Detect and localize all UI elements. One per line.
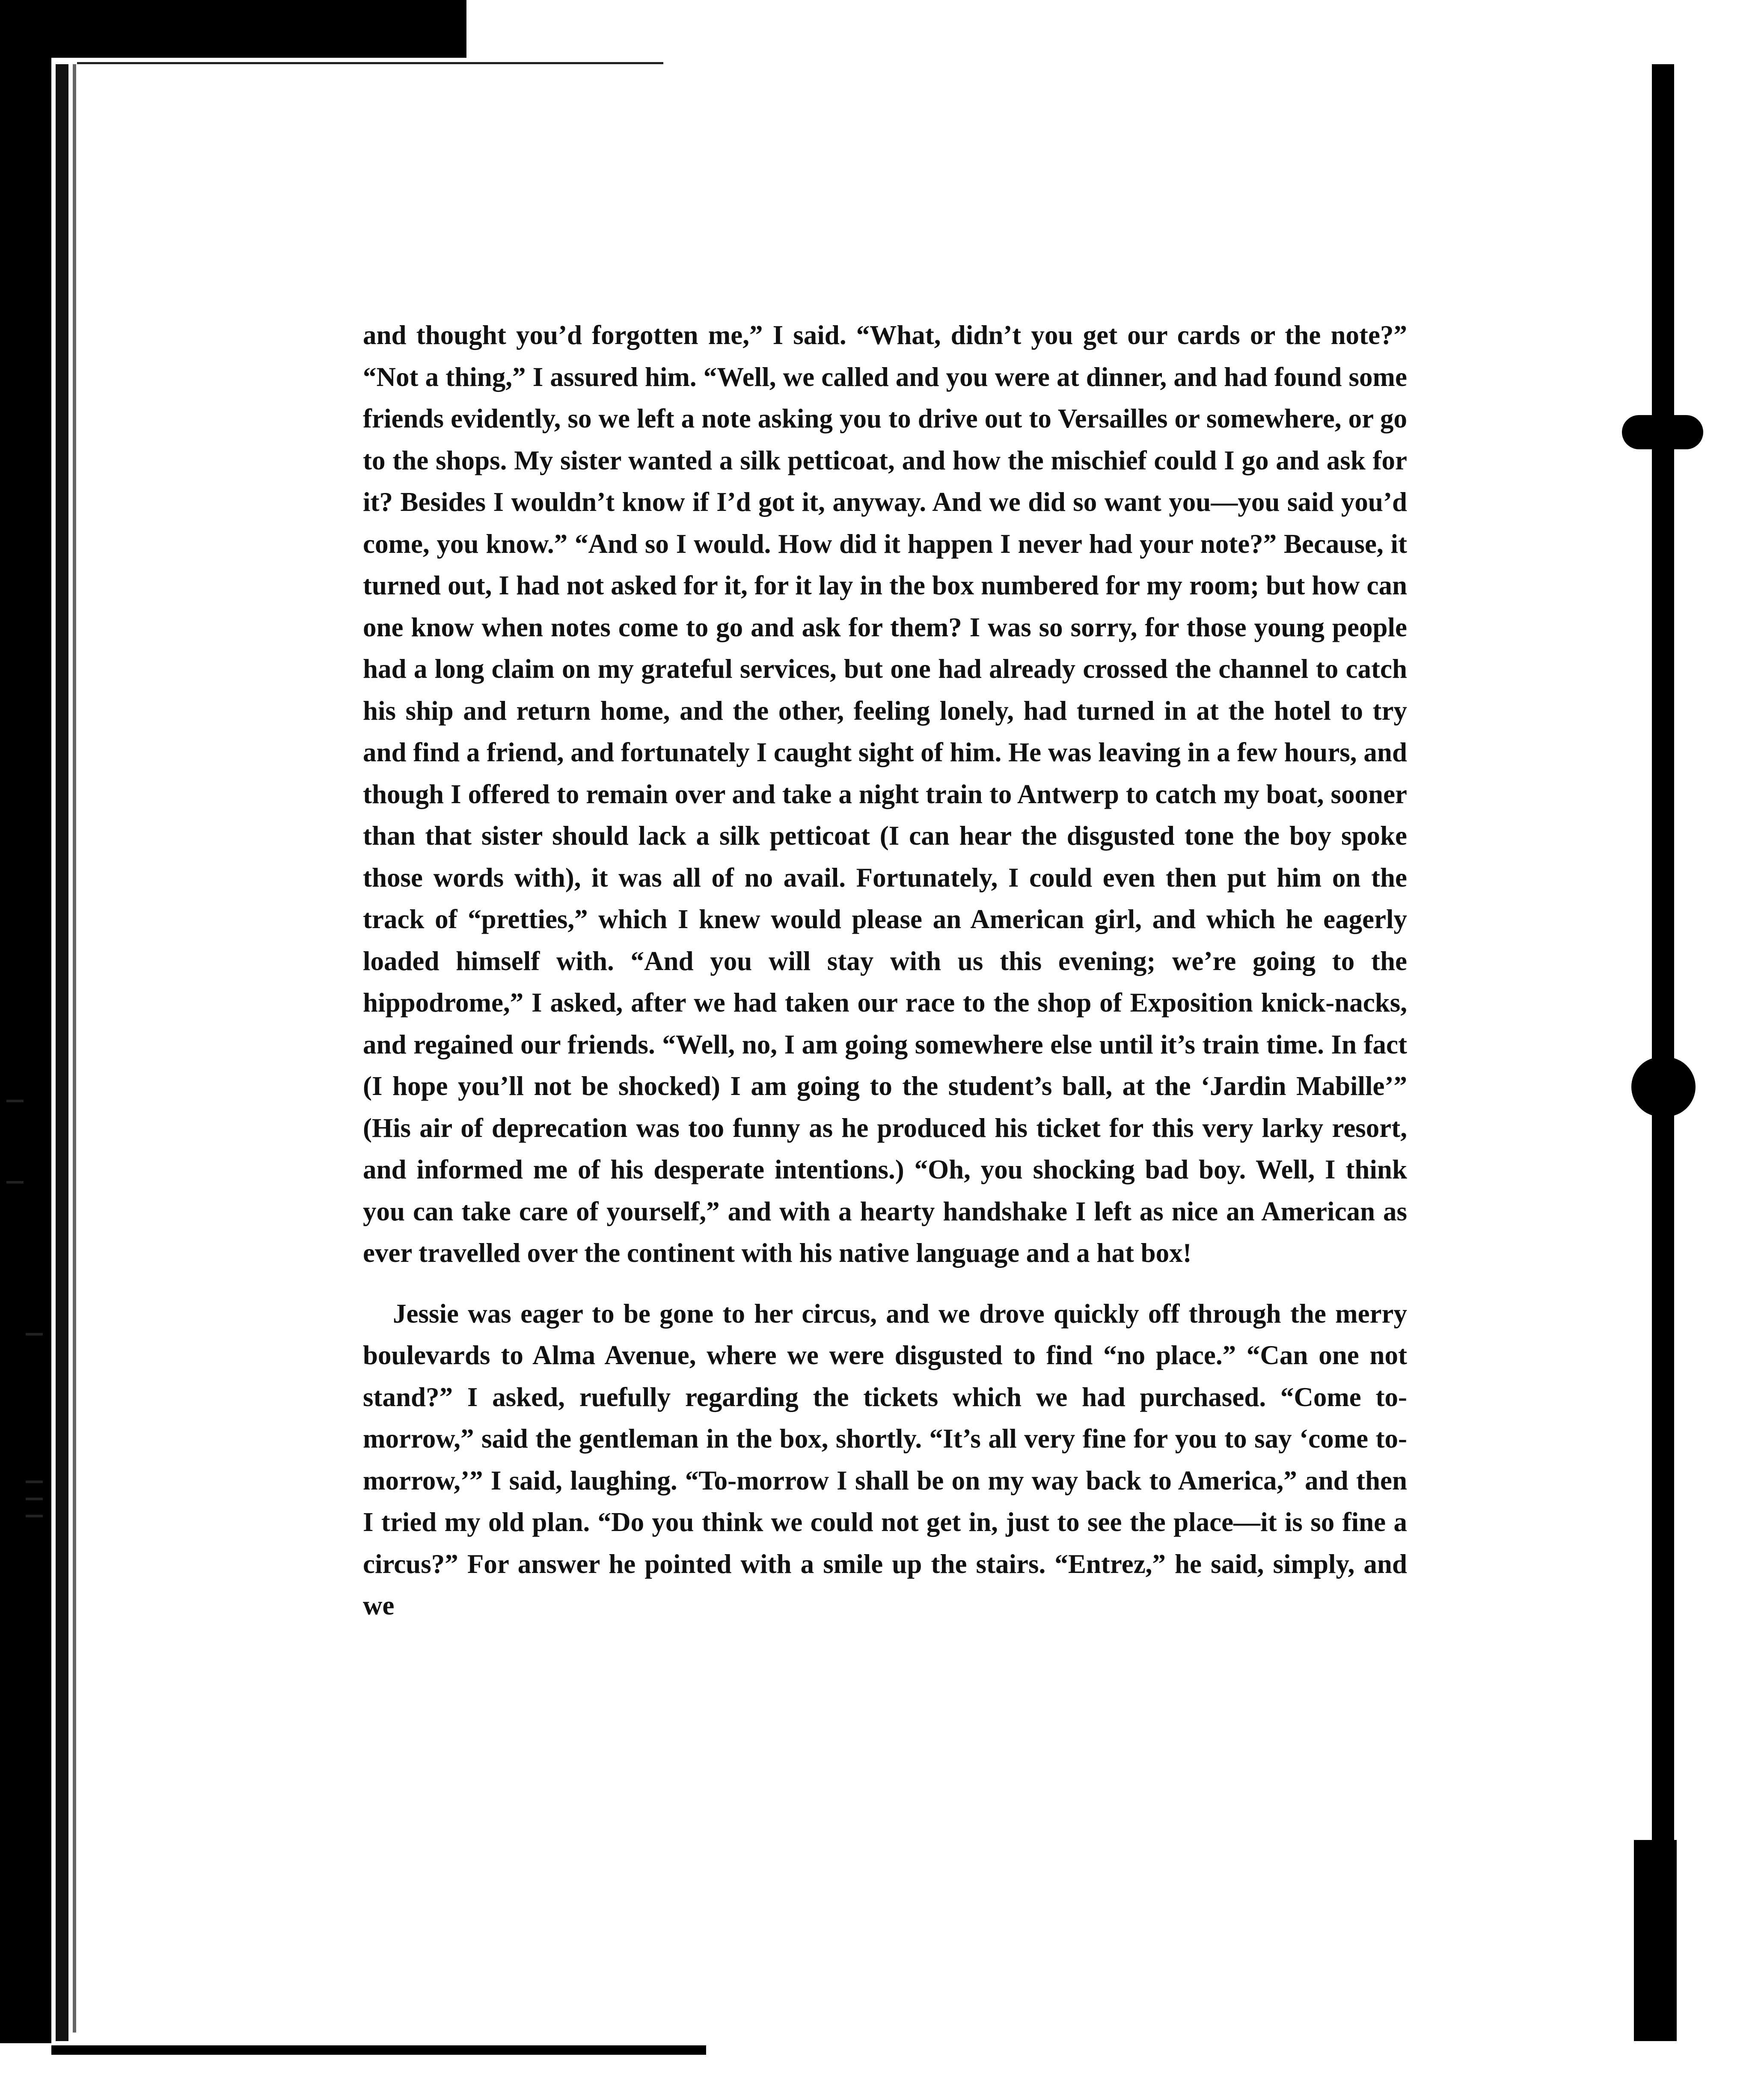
page-body — [363, 315, 1407, 1627]
scan-tick — [6, 1181, 24, 1184]
scan-tick — [6, 1100, 24, 1102]
scan-border-right — [1652, 64, 1674, 2033]
scan-border-left — [0, 58, 51, 2043]
scan-border-left-edge — [73, 64, 76, 2033]
scan-tick — [26, 1515, 43, 1517]
paragraph: and thought you’d forgotten me,” I said. “What, didn’t you get our cards or the note?” “Not a thing,” I assured him. “Well, we called and you were at dinner, and had found some friends evidently, so we left a note asking you to drive out to Versailles or somewhere, or go to the shops. My sister wanted a silk petticoat, and how the mischief could I go and ask for it? Besides I wouldn’t know if I’d got it, anyway. And we did so want you—you said you’d come, you know.” “And so I would. How did it happen I never had your note?” Because, it turned out, I had not asked for it, for it lay in the box numbered for my room; but how can one know when notes come to go and ask for them? I was so sorry, for those young people had a long claim on my grateful services, but one had already crossed the channel to catch his ship and return home, and the other, feeling lonely, had turned in at the hotel to try and find a friend, and fortunately I caught sight of him. He was leaving in a few hours, and though I offered to remain over and take a night train to Antwerp to catch my boat, sooner than that sister should lack a silk petticoat (I can hear the disgusted tone the boy spoke those words with), it was all of no avail. Fortunately, I could even then put him on the track of “pretties,” which I knew would please an American girl, and which he eagerly loaded himself with. “And you will stay with us this evening; we’re going to the hippodrome,” I asked, after we had taken our race to the shop of Exposition knick-nacks, and regained our friends. “Well, no, I am going somewhere else until it’s train time. In fact (I hope you’ll not be shocked) I am going to the student’s ball, at the ‘Jardin Mabille’” (His air of deprecation was too funny as he produced his ticket for this very larky resort, and informed me of his desperate intentions.) “Oh, you shocking bad boy. Well, I think you can take care of yourself,” and with a hearty handshake I left as nice an American as ever travelled over the continent with his native language and a hat box! — [363, 320, 1407, 1268]
scan-border-left-inner — [56, 64, 68, 2041]
scan-tick — [26, 1481, 43, 1483]
scan-border-bottom — [51, 2045, 706, 2055]
scan-tick — [26, 1333, 43, 1335]
paragraph: Jessie was eager to be gone to her circus, and we drove quickly off through the merry boulevards to Alma Avenue, where we were disgusted to find “no place.” “Can one not stand?” I asked, ruefully regarding the tickets which we had purchased. “Come to-morrow,” said the gentleman in the box, shortly. “It’s all very fine for you to say ‘come to-morrow,’” I said, laughing. “To-morrow I shall be on my way back to America,” and then I tried my old plan. “Do you think we could not get in, just to see the place—it is so fine a circus?” For answer he pointed with a smile up the stairs. “Entrez,” he said, simply, and we — [363, 1298, 1407, 1620]
scan-rule-top — [77, 62, 663, 64]
scan-border-right-foot — [1634, 1840, 1677, 2041]
scan-border-right-knob — [1622, 415, 1703, 449]
scan-border-right-knob — [1631, 1057, 1696, 1117]
scan-tick — [26, 1498, 43, 1500]
scan-border-top-notch — [359, 0, 466, 13]
